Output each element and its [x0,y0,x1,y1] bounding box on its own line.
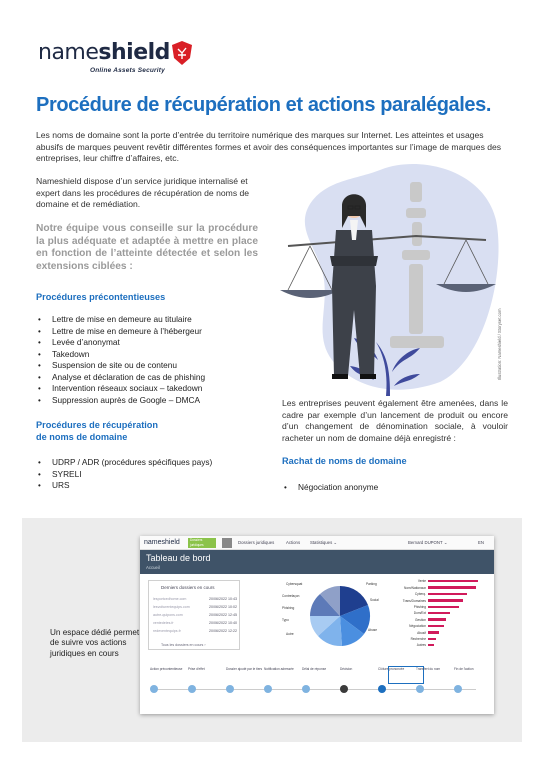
bar [428,631,439,633]
highlight-paragraph: Notre équipe vous conseille sur la procédure la plus adéquate et adaptée à mettre en place en fonction de l’atteinte détectée et selon les extensions ciblées : [36,223,258,272]
logo-wordmark: nameshield [38,40,170,65]
user-menu[interactable]: Bernard DUPONT ⌄ [408,540,448,545]
bar [428,606,459,608]
pie-label: Contrefaçon [282,594,300,598]
heading-line: Procédures de récupération [36,420,159,430]
bar [428,599,463,601]
pie-label: Abuse [368,628,378,632]
bar-label: Négociation [409,624,426,629]
timeline-step-label: Clôture prononcée [378,667,405,671]
timeline [150,666,486,706]
list-rachat [282,482,502,494]
pie-label: Social [370,598,379,602]
home-icon[interactable] [222,538,232,548]
list-item: • Takedown [36,349,276,361]
dashboard-callout: Un espace dédié permet de suivre vos actions juridiques en cours [50,628,140,658]
heading-line: de noms de domaine [36,431,128,442]
table-row[interactable]: lesvoiturentequips.com 20/06/2022 10:02 [153,605,237,609]
timeline-step-label: Prise d'effet [188,667,205,671]
list-item: • UDRP / ADR (procédures spécifiques pays) [36,457,276,469]
list-item: • Négociation anonyme [282,482,502,494]
list-recuperation [36,457,276,492]
bar-label: Autres [416,643,426,648]
all-cases-link[interactable]: Tous les dossiers en cours › [161,643,206,647]
bar [428,612,450,614]
list-precontentieuses [36,314,276,406]
breadcrumb: Accueil [146,565,160,570]
intro-paragraph: Les noms de domaine sont la porte d’entrée du territoire numérique des marques sur Internet. Les atteintes et usages abusifs de marques peuvent revêtir différentes formes et avoir des conséquences importantes sur l’image de marques des entreprises, leur chiffre d’affaires, etc. [36,130,502,164]
logo-tagline: Online Assets Security [90,67,165,74]
bar-label: Recherche [410,637,426,641]
timeline-dot [150,685,158,693]
dashboard-logo: nameshield [144,539,180,546]
list-item: • Levée d’anonymat [36,337,276,349]
timeline-step-label: Transfert du nom [416,667,441,671]
recent-cases-title: Derniers dossiers en cours [161,585,215,590]
pie-label: Cybersquat [286,582,303,586]
bar-label: Abusif [417,630,426,635]
list-item: • Analyse et déclaration de cas de phishing [36,372,276,384]
service-paragraph: Nameshield dispose d’un service juridique internalisé et expert dans les procédures de récupération de noms de domaine et de remédiation. [36,176,250,210]
justice-scale-illustration [270,160,502,396]
bar-label: Dom/Ext [413,611,426,616]
bar [428,586,476,588]
timeline-dot [226,685,234,693]
list-item: • Lettre de mise en demeure à l’hébergeur [36,326,276,338]
bar [428,644,434,646]
list-item: • URS [36,480,276,492]
dashboard-topbar [140,536,494,550]
timeline-step-label: Délai de réponse [302,667,327,671]
timeline-dot [454,685,462,693]
bar-label: Gestion [415,617,426,622]
bar [428,593,467,595]
timeline-step-label: Fin de l'action [454,667,474,671]
timeline-dot [302,685,310,693]
illustration-credit: Illustration: Nameshield / Storyset.com [497,308,502,380]
timeline-step-label: Décision [340,667,353,671]
list-item: • Suspension de site ou de contenu [36,360,276,372]
bar-chart [388,576,488,656]
timeline-step-label: Notification adressée [264,667,294,671]
dashboard-header [140,550,494,574]
timeline-dot [416,685,424,693]
bar-label: Nom/Nationaux [404,585,426,590]
bar [428,638,436,640]
list-item: • Lettre de mise en demeure au titulaire [36,314,276,326]
nav-statistiques[interactable]: Statistiques ⌄ [310,540,338,545]
rachat-intro-paragraph: Les entreprises peuvent également être amenées, dans le cadre par exemple d’un lancement de produit ou encore d’un changement de dénomination sociale, à vouloir racheter un nom de domaine déjà enregistré : [282,398,508,443]
timeline-line [154,689,476,690]
table-row[interactable]: redeventequips.fr 20/06/2022 12:22 [153,629,237,633]
table-row[interactable]: ventedeles.fr 20/06/2022 10:40 [153,621,237,625]
timeline-dot [340,685,348,693]
list-item: • Suppression auprès de Google – DMCA [36,395,276,407]
bar [428,580,478,582]
timeline-dot [188,685,196,693]
bar-label: Cyberq. [414,592,426,597]
dashboard-title: Tableau de bord [146,553,211,563]
language-switch[interactable]: EN [478,540,484,545]
pie-chart [290,576,380,656]
section-heading-precontentieuses: Procédures précontentieuses [36,292,166,302]
pie-label: Autre [286,632,294,636]
nav-actions[interactable]: Actions [286,540,301,545]
dashboard-badge: Dossiers juridiques [188,538,216,548]
table-row[interactable]: autre-quipons.com 20/06/2022 12:45 [153,613,237,617]
recent-cases-card [148,580,240,650]
section-heading-rachat: Rachat de noms de domaine [282,456,407,466]
bar-label: Phishing [413,605,426,609]
bar-label: Trans/Domaines [402,598,426,603]
timeline-dot [378,685,386,693]
nameshield-logo [38,40,198,74]
shield-icon [170,40,194,66]
table-row[interactable]: lesportcedhome.com 20/06/2022 10:43 [153,597,237,601]
list-item: • Intervention réseaux sociaux – takedown [36,383,276,395]
section-heading-recuperation [36,420,158,443]
bar [428,618,446,620]
pie-label: Phishing [282,606,295,610]
pie-label: Parking [366,582,377,586]
nav-dossiers[interactable]: Dossiers juridiques [238,540,275,545]
timeline-step-label: Dossier ajouté par le tiers [226,667,263,671]
bar [428,625,444,627]
timeline-step-label: Action précontentieuse [150,667,183,671]
dashboard-screenshot [140,536,494,714]
timeline-dot [264,685,272,693]
page-title: Procédure de récupération et actions paralégales. [36,94,492,116]
list-item: • SYRELI [36,469,276,481]
pie-label: Typo [282,618,289,622]
bar-label: Vente [417,579,426,584]
